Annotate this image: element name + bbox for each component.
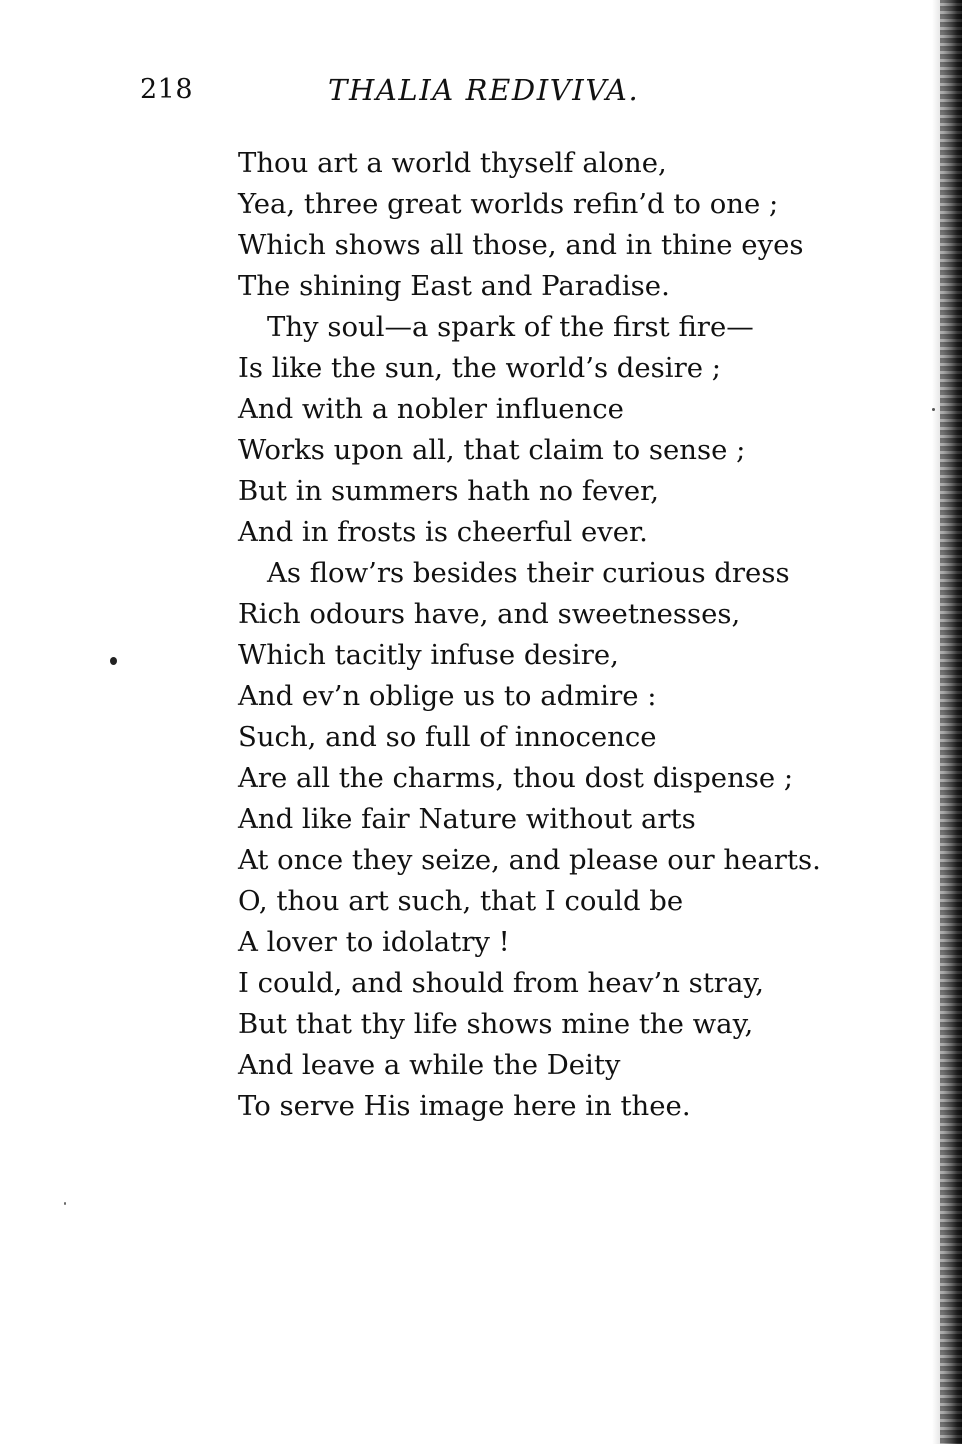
poem-line: And like fair Nature without arts (238, 803, 696, 835)
poem-line: Yea, three great worlds refin’d to one ; (238, 188, 779, 220)
poem-text (238, 143, 858, 1127)
poem-line: And ev’n oblige us to admire : (238, 680, 657, 712)
poem-line: Are all the charms, thou dost dispense ; (238, 762, 794, 794)
ink-speck (64, 1202, 66, 1205)
poem-line: At once they seize, and please our hearts. (238, 844, 821, 876)
poem-line: I could, and should from heav’n stray, (238, 967, 764, 999)
poem-line: Is like the sun, the world’s desire ; (238, 352, 722, 384)
poem-line: Works upon all, that claim to sense ; (238, 434, 746, 466)
poem-line: Which tacitly infuse desire, (238, 639, 619, 671)
poem-line: Thy soul—a spark of the first fire— (267, 311, 754, 343)
poem-line: Rich odours have, and sweetnesses, (238, 598, 741, 630)
poem-line: Such, and so full of innocence (238, 721, 657, 753)
poem-line: The shining East and Paradise. (238, 270, 670, 302)
poem-line: As flow’rs besides their curious dress (267, 557, 790, 589)
poem-line: And leave a while the Deity (238, 1049, 621, 1081)
poem-line: But in summers hath no fever, (238, 475, 659, 507)
running-title: THALIA REDIVIVA. (328, 73, 640, 107)
poem-line: Thou art a world thyself alone, (238, 147, 667, 179)
binding-edge-shadow (912, 0, 962, 1444)
poem-line: To serve His image here in thee. (238, 1090, 691, 1122)
poem-line: A lover to idolatry ! (238, 926, 510, 958)
poem-line: But that thy life shows mine the way, (238, 1008, 754, 1040)
page-number: 218 (140, 74, 194, 105)
poem-line: O, thou art such, that I could be (238, 885, 684, 917)
ink-speck (110, 657, 117, 665)
poem-line: And with a nobler influence (238, 393, 624, 425)
poem-line: And in frosts is cheerful ever. (238, 516, 648, 548)
poem-line: Which shows all those, and in thine eyes (238, 229, 804, 261)
